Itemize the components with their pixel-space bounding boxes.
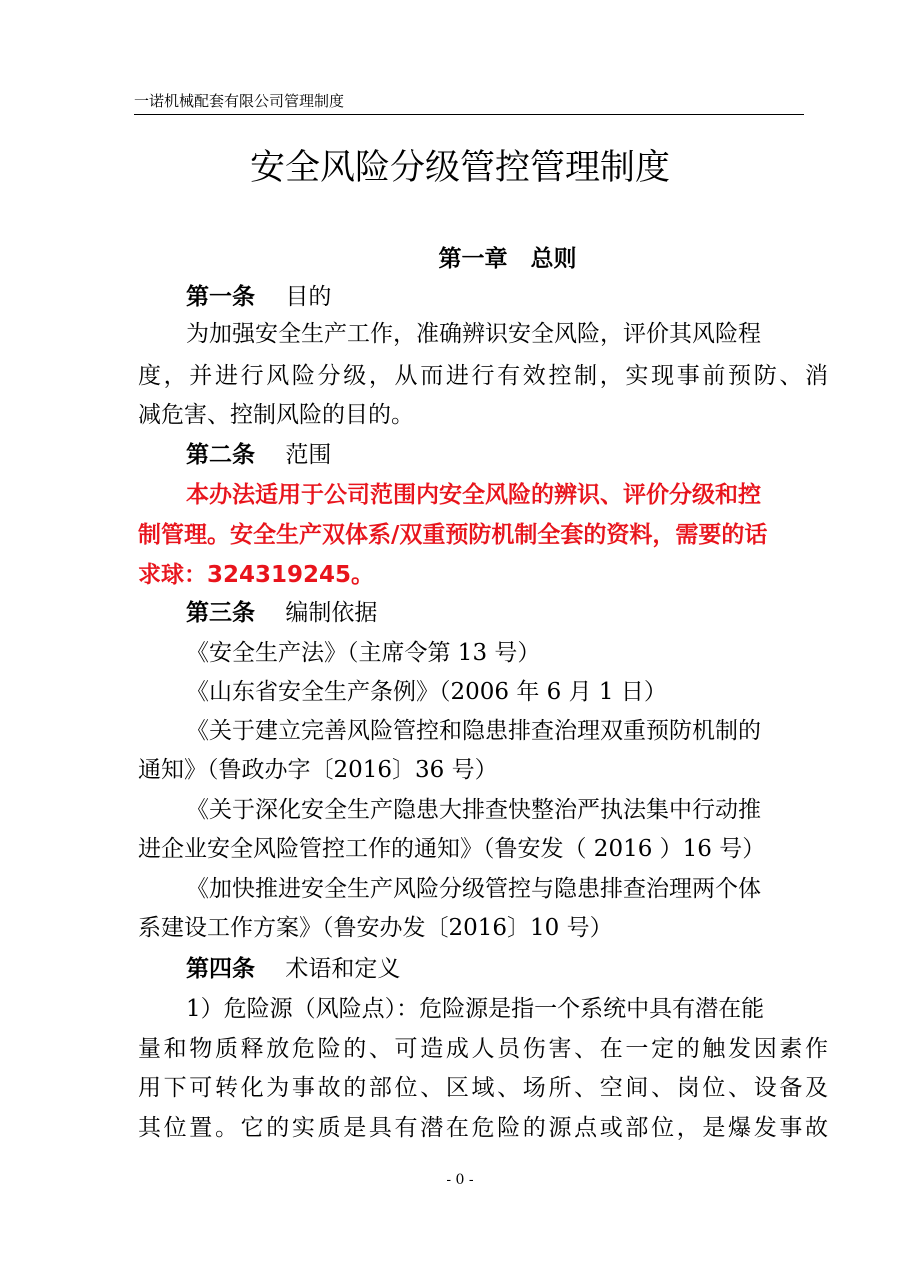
document-header: 一诺机械配套有限公司管理制度 — [134, 92, 345, 110]
basis-line: 系建设工作方案》（鲁安办发〔2016〕10 号） — [138, 915, 613, 941]
article-name: 范围 — [285, 442, 332, 468]
article-2-heading — [186, 440, 876, 470]
paragraph-line: 其位置。它的实质是具有潜在危险的源点或部位，是爆发事故 — [138, 1115, 828, 1141]
article-1-heading — [186, 282, 876, 312]
paragraph-line: 减危害、控制风险的目的。 — [138, 402, 414, 428]
basis-line: 进企业安全风险管控工作的通知》（鲁安发（ 2016 ）16 号） — [138, 836, 766, 862]
basis-line: 《加快推进安全生产风险分级管控与隐患排查治理两个体 — [186, 876, 761, 902]
header-rule — [134, 114, 804, 115]
page-number: - 0 - — [446, 1172, 474, 1188]
article-name: 术语和定义 — [285, 956, 401, 982]
article-3-heading — [186, 598, 876, 628]
paragraph-line: 量和物质释放危险的、可造成人员伤害、在一定的触发因素作 — [138, 1036, 828, 1062]
red-notice-line: 制管理。安全生产双体系/双重预防机制全套的资料，需要的话 — [138, 522, 768, 548]
article-label: 第二条 — [186, 442, 255, 468]
paragraph-line: 为加强安全生产工作，准确辨识安全风险，评价其风险程 — [186, 321, 761, 347]
red-notice-line: 求球：324319245。 — [138, 562, 375, 588]
article-name: 编制依据 — [285, 600, 378, 626]
basis-line: 《关于深化安全生产隐患大排查快整治严执法集中行动推 — [186, 797, 761, 823]
basis-line: 《安全生产法》（主席令第 13 号） — [186, 640, 541, 666]
article-label: 第一条 — [186, 284, 255, 310]
paragraph-line: 用下可转化为事故的部位、区域、场所、空间、岗位、设备及 — [138, 1075, 828, 1101]
article-label: 第三条 — [186, 600, 255, 626]
article-4-heading — [186, 954, 876, 984]
article-name: 目的 — [285, 284, 332, 310]
red-notice-line: 本办法适用于公司范围内安全风险的辨识、评价分级和控 — [186, 482, 761, 508]
article-label: 第四条 — [186, 956, 255, 982]
document-title: 安全风险分级管控管理制度 — [249, 148, 670, 188]
paragraph-line: 度，并进行风险分级，从而进行有效控制，实现事前预防、消 — [138, 363, 828, 389]
basis-line: 《山东省安全生产条例》（2006 年 6 月 1 日） — [186, 679, 667, 705]
basis-line: 《关于建立完善风险管控和隐患排查治理双重预防机制的 — [186, 718, 761, 744]
chapter-heading: 第一章 总则 — [438, 246, 577, 272]
paragraph-line: 1）危险源（风险点）：危险源是指一个系统中具有潜在能 — [186, 996, 765, 1022]
basis-line: 通知》（鲁政办字〔2016〕36 号） — [138, 757, 498, 783]
